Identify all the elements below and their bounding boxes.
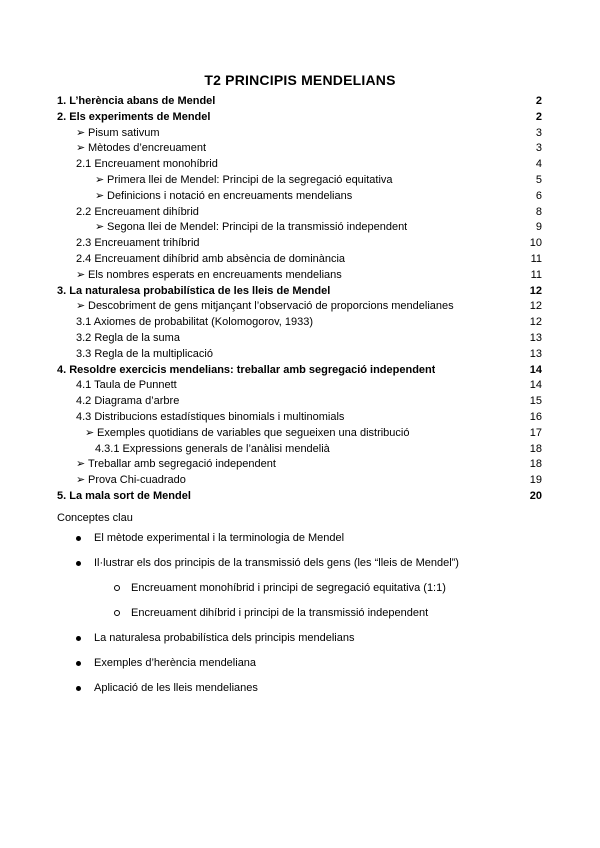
toc-entry-label: Definicions i notació en encreuaments mendelians <box>107 189 353 202</box>
toc-entry-label: Segona llei de Mendel: Principi de la transmissió independent <box>107 221 408 234</box>
arrow-bullet-icon: ➢ <box>85 426 95 439</box>
toc-entry-label: Mètodes d’encreuament <box>88 142 207 155</box>
toc-entry-label: 2.4 Encreuament dihíbrid amb absència de dominància <box>76 252 346 265</box>
toc-entry[interactable] <box>57 299 542 315</box>
toc-entry[interactable] <box>57 173 542 189</box>
table-of-contents <box>57 94 542 505</box>
toc-entry[interactable] <box>57 457 542 473</box>
toc-entry-title <box>57 363 435 379</box>
toc-entry-title <box>85 426 409 442</box>
toc-entry-title <box>76 141 206 157</box>
concept-text: La naturalesa probabilística dels principis mendelians <box>94 632 355 644</box>
toc-page-number: 9 <box>535 221 542 234</box>
toc-entry-title <box>95 442 330 458</box>
toc-page-number: 19 <box>529 474 542 487</box>
toc-entry-label: 4.3.1 Expressions generals de l’anàlisi mendelià <box>95 442 330 455</box>
key-concepts-heading: Conceptes clau <box>57 512 133 524</box>
toc-entry-title <box>76 347 213 363</box>
toc-entry[interactable] <box>57 141 542 157</box>
toc-entry-title <box>76 268 342 284</box>
toc-page-number: 12 <box>529 284 542 297</box>
toc-entry[interactable] <box>57 220 542 236</box>
key-concepts-list <box>57 531 557 695</box>
toc-entry-label: 2. Els experiments de Mendel <box>57 110 211 123</box>
toc-page-number: 11 <box>530 252 542 265</box>
toc-entry-title <box>76 126 160 142</box>
toc-entry-label: 4.2 Diagrama d’arbre <box>76 395 180 408</box>
key-concepts-section <box>57 511 557 695</box>
toc-page-number: 6 <box>535 189 542 202</box>
arrow-bullet-icon: ➢ <box>76 142 86 155</box>
toc-entry[interactable] <box>57 473 542 489</box>
toc-page-number: 12 <box>529 316 542 329</box>
toc-entry-title <box>95 173 393 189</box>
toc-page-number: 10 <box>529 237 542 250</box>
toc-entry-title <box>76 410 344 426</box>
toc-page-number: 18 <box>529 442 542 455</box>
toc-page-number: 13 <box>529 331 542 344</box>
bullet-icon <box>76 686 81 691</box>
page-title: T2 PRINCIPIS MENDELIANS <box>204 72 396 88</box>
toc-entry-title <box>76 205 199 221</box>
toc-entry[interactable] <box>57 236 542 252</box>
toc-entry[interactable] <box>57 189 542 205</box>
toc-page-number: 5 <box>535 173 542 186</box>
toc-entry[interactable] <box>57 394 542 410</box>
toc-entry-label: 3.2 Regla de la suma <box>76 331 180 344</box>
arrow-bullet-icon: ➢ <box>76 126 86 139</box>
toc-entry-title <box>95 220 407 236</box>
toc-entry-title <box>76 394 179 410</box>
toc-entry[interactable] <box>57 315 542 331</box>
toc-entry-title <box>57 110 210 126</box>
toc-entry[interactable] <box>57 110 542 126</box>
bullet-icon <box>76 636 81 641</box>
toc-entry[interactable] <box>57 489 542 505</box>
toc-page-number: 14 <box>529 379 542 392</box>
toc-entry[interactable] <box>57 331 542 347</box>
toc-entry-label: 5. La mala sort de Mendel <box>57 489 191 502</box>
toc-page-number: 11 <box>530 268 542 281</box>
arrow-bullet-icon: ➢ <box>95 173 105 186</box>
toc-entry-title <box>76 331 180 347</box>
toc-entry-title <box>76 378 177 394</box>
toc-entry-title <box>57 284 330 300</box>
toc-entry-label: 4.1 Taula de Punnett <box>76 379 177 392</box>
bullet-icon <box>76 536 81 541</box>
toc-entry-label: 3.3 Regla de la multiplicació <box>76 347 213 360</box>
toc-entry-label: 4. Resoldre exercicis mendelians: treballar amb segregació independent <box>57 363 436 376</box>
toc-entry[interactable] <box>57 347 542 363</box>
toc-entry[interactable] <box>57 252 542 268</box>
toc-page-number: 14 <box>529 363 542 376</box>
toc-page-number: 3 <box>535 142 542 155</box>
toc-page-number: 8 <box>535 205 542 218</box>
concept-text: Il·lustrar els dos principis de la transmissió dels gens (les “lleis de Mendel”) <box>94 557 459 569</box>
toc-entry-label: 1. L’herència abans de Mendel <box>57 95 216 107</box>
toc-entry-label: Pisum sativum <box>88 126 160 139</box>
toc-entry-label: 3. La naturalesa probabilística de les lleis de Mendel <box>57 284 331 297</box>
toc-entry-title <box>76 157 218 173</box>
concept-item <box>57 556 557 570</box>
toc-entry-title <box>76 236 200 252</box>
toc-entry-label: Treballar amb segregació independent <box>88 458 276 471</box>
arrow-bullet-icon: ➢ <box>95 221 105 234</box>
concept-text: Exemples d’herència mendeliana <box>94 657 257 669</box>
toc-entry[interactable] <box>57 442 542 458</box>
toc-entry-label: Prova Chi-cuadrado <box>88 474 186 487</box>
toc-entry[interactable] <box>57 363 542 379</box>
toc-entry-label: Exemples quotidians de variables que segueixen una distribució <box>97 426 410 439</box>
toc-entry-label: Primera llei de Mendel: Principi de la segregació equitativa <box>107 173 393 186</box>
toc-entry[interactable] <box>57 378 542 394</box>
toc-entry-title <box>76 315 313 331</box>
toc-entry-label: 2.1 Encreuament monohíbrid <box>76 158 218 171</box>
toc-entry-title <box>57 94 215 110</box>
concept-item <box>57 681 557 695</box>
toc-entry[interactable] <box>57 157 542 173</box>
toc-entry-title <box>95 189 352 205</box>
hollow-bullet-icon <box>114 610 120 616</box>
toc-entry[interactable] <box>57 268 542 284</box>
toc-entry-title <box>76 252 345 268</box>
concept-text: Aplicació de les lleis mendelianes <box>94 682 258 694</box>
concept-item <box>57 531 557 545</box>
concept-item <box>57 631 557 645</box>
toc-entry-title <box>57 489 191 505</box>
toc-entry-label: 4.3 Distribucions estadístiques binomials i multinomials <box>76 410 345 423</box>
toc-entry-label: 3.1 Axiomes de probabilitat (Kolomogorov, 1933) <box>76 316 314 329</box>
toc-entry[interactable] <box>57 410 542 426</box>
hollow-bullet-icon <box>114 585 120 591</box>
arrow-bullet-icon: ➢ <box>76 300 86 313</box>
arrow-bullet-icon: ➢ <box>76 268 86 281</box>
toc-entry[interactable] <box>57 205 542 221</box>
concept-item <box>57 656 557 670</box>
bullet-icon <box>76 561 81 566</box>
toc-page-number: 15 <box>529 395 542 408</box>
toc-entry-label: 2.2 Encreuament dihíbrid <box>76 205 199 218</box>
toc-page-number: 2 <box>535 95 542 107</box>
toc-page-number: 18 <box>529 458 542 471</box>
toc-entry-title <box>76 457 276 473</box>
bullet-icon <box>76 661 81 666</box>
toc-page-number: 4 <box>535 158 542 171</box>
toc-entry-label: 2.3 Encreuament trihíbrid <box>76 237 200 250</box>
toc-entry[interactable] <box>57 94 542 110</box>
arrow-bullet-icon: ➢ <box>76 458 86 471</box>
toc-entry[interactable] <box>57 126 542 142</box>
concept-sub-item <box>57 581 557 595</box>
toc-entry-title <box>76 473 186 489</box>
toc-page-number: 17 <box>529 426 542 439</box>
toc-page-number: 12 <box>529 300 542 313</box>
toc-entry-label: Descobriment de gens mitjançant l’observació de proporcions mendelianes <box>88 300 454 313</box>
concept-text: El mètode experimental i la terminologia de Mendel <box>94 532 345 544</box>
toc-page-number: 16 <box>529 410 542 423</box>
concept-sub-item <box>57 606 557 620</box>
concept-text: Encreuament dihíbrid i principi de la transmissió independent <box>131 607 429 619</box>
toc-page-number: 13 <box>529 347 542 360</box>
toc-entry[interactable] <box>57 426 542 442</box>
concept-text: Encreuament monohíbrid i principi de segregació equitativa (1:1) <box>131 582 446 594</box>
toc-entry[interactable] <box>57 284 542 300</box>
arrow-bullet-icon: ➢ <box>76 474 86 487</box>
toc-page-number: 20 <box>529 489 542 502</box>
toc-page-number: 3 <box>535 126 542 139</box>
toc-page-number: 2 <box>535 110 542 123</box>
toc-entry-title <box>76 299 454 315</box>
arrow-bullet-icon: ➢ <box>95 189 105 202</box>
toc-entry-label: Els nombres esperats en encreuaments mendelians <box>88 268 342 281</box>
